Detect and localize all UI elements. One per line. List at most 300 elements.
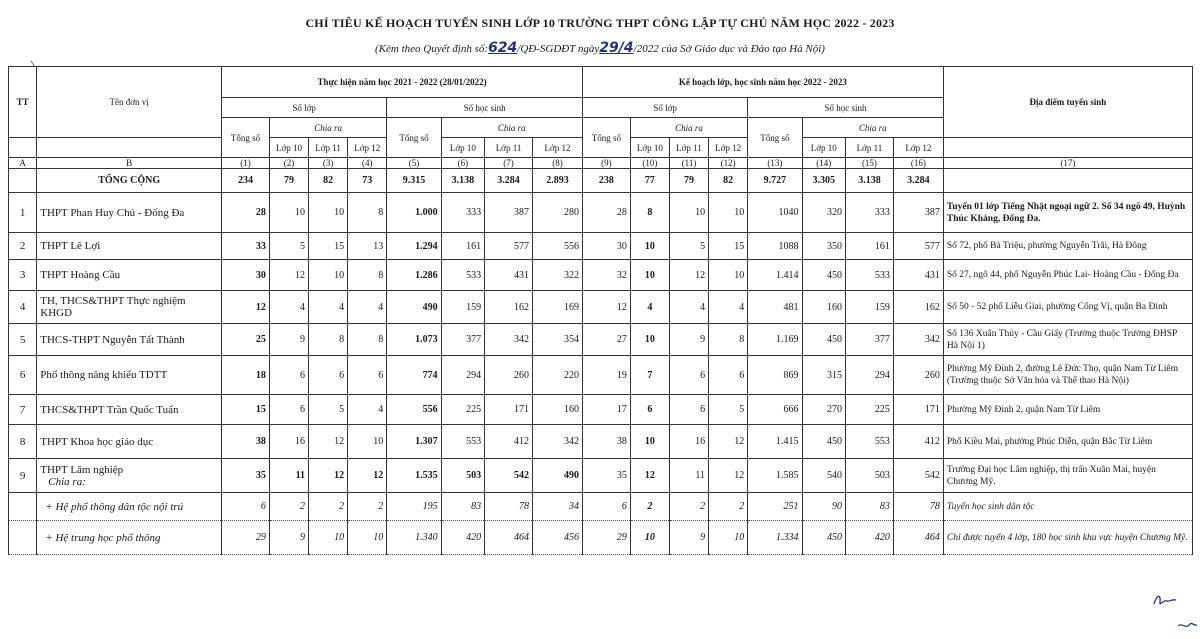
row-value-cell: 503: [846, 459, 894, 493]
sub-row-value-cell: 464: [893, 521, 943, 555]
row-value-cell: 27: [582, 324, 630, 356]
row-value-cell: 577: [893, 233, 943, 260]
total-value-cell: 3.284: [485, 169, 533, 193]
header-grade-12: Lớp 12: [348, 138, 387, 158]
column-index-cell: (8): [532, 158, 582, 169]
row-value-cell: 8: [309, 324, 348, 356]
row-unit-name: [37, 425, 222, 459]
row-value-cell: 387: [485, 193, 533, 233]
sub-row-location: Chỉ được tuyển 4 lớp, 180 học sinh khu vực huyện Chương Mỹ.: [943, 521, 1192, 555]
row-value-cell: 1040: [748, 193, 802, 233]
header-grade-10: Lớp 10: [802, 138, 845, 158]
sub-row-value-cell: 1.334: [748, 521, 802, 555]
table-row: [9, 395, 1193, 425]
row-value-cell: 10: [709, 193, 748, 233]
row-value-cell: 6: [348, 356, 387, 395]
sub-row-value-cell: 2: [630, 493, 669, 521]
row-value-cell: 6: [669, 395, 708, 425]
table-body: [9, 158, 1193, 555]
row-tt: 8: [9, 425, 37, 459]
row-value-cell: 12: [309, 459, 348, 493]
decision-number-handwritten: 624: [488, 40, 518, 56]
header-spacer: [9, 138, 37, 158]
header-grade-11: Lớp 11: [669, 138, 708, 158]
row-unit-name: [37, 356, 222, 395]
sub-row-tt: [9, 493, 37, 521]
row-value-cell: 28: [582, 193, 630, 233]
row-value-cell: 7: [630, 356, 669, 395]
row-value-cell: 12: [582, 291, 630, 324]
admission-table: [8, 66, 1193, 555]
row-value-cell: 533: [846, 260, 894, 291]
unit-name-text: THPT Hoàng Cầu: [40, 269, 121, 281]
sub-row-value-cell: 456: [532, 521, 582, 555]
row-value-cell: 280: [532, 193, 582, 233]
row-location: Trường Đại học Lâm nghiệp, thị trấn Xuân Mai, huyện Chương Mỹ.: [943, 459, 1192, 493]
column-index-cell: (15): [846, 158, 894, 169]
row-value-cell: 12: [348, 459, 387, 493]
row-value-cell: 1.415: [748, 425, 802, 459]
row-value-cell: 10: [630, 324, 669, 356]
sub-row-value-cell: 10: [709, 521, 748, 555]
header-split: Chia ra: [630, 118, 747, 138]
table-row: [9, 425, 1193, 459]
row-value-cell: 542: [485, 459, 533, 493]
row-value-cell: 33: [222, 233, 270, 260]
column-index-cell: (3): [309, 158, 348, 169]
header-split: Chia ra: [802, 118, 943, 138]
row-value-cell: 1.073: [387, 324, 441, 356]
sub-row-value-cell: 6: [582, 493, 630, 521]
row-value-cell: 17: [582, 395, 630, 425]
total-value-cell: 9.315: [387, 169, 441, 193]
row-value-cell: 270: [802, 395, 845, 425]
row-value-cell: 4: [348, 395, 387, 425]
row-value-cell: 412: [485, 425, 533, 459]
row-tt: 4: [9, 291, 37, 324]
row-value-cell: 1.414: [748, 260, 802, 291]
header-location: Địa điểm tuyển sinh: [943, 67, 1192, 138]
column-index-cell: (14): [802, 158, 845, 169]
column-index-cell: (11): [669, 158, 708, 169]
row-value-cell: 6: [669, 356, 708, 395]
row-value-cell: 869: [748, 356, 802, 395]
row-value-cell: 412: [893, 425, 943, 459]
row-value-cell: 11: [269, 459, 308, 493]
row-value-cell: 294: [846, 356, 894, 395]
row-value-cell: 12: [669, 260, 708, 291]
row-unit-name: [37, 459, 222, 493]
row-value-cell: 30: [222, 260, 270, 291]
row-value-cell: 6: [630, 395, 669, 425]
sub-row-value-cell: 420: [441, 521, 484, 555]
table-row: [9, 291, 1193, 324]
row-value-cell: 1.169: [748, 324, 802, 356]
row-value-cell: 6: [269, 356, 308, 395]
unit-name-text: THPT Lê Lợi: [40, 240, 101, 252]
sub-row-value-cell: 29: [222, 521, 270, 555]
sub-row-value-cell: 2: [309, 493, 348, 521]
table-row: [9, 260, 1193, 291]
table-row: [9, 459, 1193, 493]
row-value-cell: 450: [802, 425, 845, 459]
row-value-cell: 553: [846, 425, 894, 459]
header-total: Tổng số: [222, 118, 270, 158]
header-tt: TT: [9, 67, 37, 138]
header-actual-year: Thực hiện năm học 2021 - 2022 (28/01/2022): [222, 67, 583, 98]
sub-row-value-cell: 83: [441, 493, 484, 521]
row-value-cell: 1.585: [748, 459, 802, 493]
row-value-cell: 333: [441, 193, 484, 233]
sub-row-value-cell: 83: [846, 493, 894, 521]
row-value-cell: 15: [709, 233, 748, 260]
sub-row-value-cell: 10: [348, 521, 387, 555]
column-index-cell: A: [9, 158, 37, 169]
row-location: Số 136 Xuân Thủy - Cầu Giấy (Trường thuộc Trường ĐHSP Hà Nội 1): [943, 324, 1192, 356]
header-split: Chia ra: [441, 118, 582, 138]
sub-row-name: + Hệ trung học phổ thông: [37, 521, 222, 555]
row-value-cell: 171: [893, 395, 943, 425]
header-grade-12: Lớp 12: [532, 138, 582, 158]
sub-row-tt: [9, 521, 37, 555]
row-value-cell: 16: [669, 425, 708, 459]
table-row: [9, 193, 1193, 233]
row-value-cell: 10: [348, 425, 387, 459]
row-value-cell: 1088: [748, 233, 802, 260]
row-tt: 5: [9, 324, 37, 356]
row-value-cell: 294: [441, 356, 484, 395]
header-spacer: [943, 138, 1192, 158]
row-value-cell: 30: [582, 233, 630, 260]
header-classes: Số lớp: [222, 98, 387, 118]
row-location: Phường Mỹ Đình 2, quận Nam Từ Liêm: [943, 395, 1192, 425]
sub-row-value-cell: 78: [485, 493, 533, 521]
sub-row-value-cell: 34: [532, 493, 582, 521]
row-value-cell: 577: [485, 233, 533, 260]
row-location: Số 72, phố Bà Triệu, phường Nguyễn Trãi, Hà Đông: [943, 233, 1192, 260]
row-value-cell: 28: [222, 193, 270, 233]
row-tt: 2: [9, 233, 37, 260]
row-value-cell: 16: [269, 425, 308, 459]
row-value-cell: 342: [485, 324, 533, 356]
header-students: Số học sinh: [748, 98, 944, 118]
sub-row-value-cell: 450: [802, 521, 845, 555]
header-grade-12: Lớp 12: [893, 138, 943, 158]
row-value-cell: 556: [387, 395, 441, 425]
total-value-cell: 3.284: [893, 169, 943, 193]
row-value-cell: 25: [222, 324, 270, 356]
row-value-cell: 225: [846, 395, 894, 425]
column-index-cell: (5): [387, 158, 441, 169]
row-value-cell: 12: [709, 425, 748, 459]
sub-row-value-cell: 464: [485, 521, 533, 555]
row-value-cell: 9: [269, 324, 308, 356]
sub-row-value-cell: 251: [748, 493, 802, 521]
sub-row-value-cell: 29: [582, 521, 630, 555]
row-value-cell: 1.307: [387, 425, 441, 459]
row-value-cell: 431: [893, 260, 943, 291]
subtitle-prefix: (Kèm theo Quyết định số:: [375, 43, 489, 55]
row-value-cell: 12: [630, 459, 669, 493]
header-grade-10: Lớp 10: [269, 138, 308, 158]
column-index-cell: (7): [485, 158, 533, 169]
sub-row-value-cell: 10: [309, 521, 348, 555]
sub-row-value-cell: 2: [348, 493, 387, 521]
row-location: Phường Mỹ Đình 2, đường Lê Đức Thọ, quận Nam Từ Liêm (Trường thuộc Sở Văn hóa và Thể thao Hà Nội): [943, 356, 1192, 395]
column-index-cell: (17): [943, 158, 1192, 169]
row-value-cell: 10: [630, 260, 669, 291]
row-value-cell: 1.294: [387, 233, 441, 260]
total-value-cell: 77: [630, 169, 669, 193]
row-value-cell: 431: [485, 260, 533, 291]
row-value-cell: 481: [748, 291, 802, 324]
header-grade-11: Lớp 11: [485, 138, 533, 158]
unit-name-text: THCS&THPT Trần Quốc Tuấn: [40, 403, 179, 416]
sub-row: [9, 521, 1193, 555]
row-value-cell: 540: [802, 459, 845, 493]
sub-row-value-cell: 420: [846, 521, 894, 555]
row-value-cell: 4: [630, 291, 669, 324]
row-value-cell: 10: [630, 425, 669, 459]
row-unit-name: [37, 324, 222, 356]
row-value-cell: 4: [669, 291, 708, 324]
sub-row-value-cell: 2: [269, 493, 308, 521]
header-total: Tổng số: [748, 118, 802, 158]
column-index-cell: (12): [709, 158, 748, 169]
row-unit-name: [37, 233, 222, 260]
header-total: Tổng số: [387, 118, 441, 158]
row-value-cell: 10: [669, 193, 708, 233]
row-value-cell: 38: [222, 425, 270, 459]
row-value-cell: 342: [532, 425, 582, 459]
unit-name-text: THPT Khoa học giáo dục: [40, 435, 154, 448]
row-value-cell: 1.535: [387, 459, 441, 493]
total-value-cell: 234: [222, 169, 270, 193]
sub-row-location: Tuyển học sinh dân tộc: [943, 493, 1192, 521]
row-value-cell: 342: [893, 324, 943, 356]
row-value-cell: 1.000: [387, 193, 441, 233]
row-tt: 7: [9, 395, 37, 425]
row-value-cell: 8: [348, 324, 387, 356]
row-value-cell: 490: [387, 291, 441, 324]
header-grade-10: Lớp 10: [441, 138, 484, 158]
row-value-cell: 12: [309, 425, 348, 459]
column-index-cell: (2): [269, 158, 308, 169]
row-value-cell: 9: [669, 324, 708, 356]
unit-name-note: Chia ra:: [48, 475, 86, 488]
total-value-cell: 82: [309, 169, 348, 193]
row-value-cell: 533: [441, 260, 484, 291]
row-value-cell: 350: [802, 233, 845, 260]
row-value-cell: 8: [630, 193, 669, 233]
row-value-cell: 4: [709, 291, 748, 324]
row-value-cell: 260: [893, 356, 943, 395]
decision-date-handwritten: 29/4: [599, 40, 634, 56]
row-value-cell: 38: [582, 425, 630, 459]
header-grade-11: Lớp 11: [309, 138, 348, 158]
row-value-cell: 161: [441, 233, 484, 260]
table-row: [9, 356, 1193, 395]
row-value-cell: 15: [222, 395, 270, 425]
row-value-cell: 162: [485, 291, 533, 324]
row-value-cell: 260: [485, 356, 533, 395]
subtitle-mid: /QĐ-SGDĐT ngày: [517, 43, 600, 55]
header-total: Tổng số: [582, 118, 630, 158]
document-title: CHỈ TIÊU KẾ HOẠCH TUYỂN SINH LỚP 10 TRƯỜNG THPT CÔNG LẬP TỰ CHỦ NĂM HỌC 2022 - 2023: [305, 16, 895, 30]
column-index-cell: (13): [748, 158, 802, 169]
row-value-cell: 5: [709, 395, 748, 425]
row-value-cell: 12: [709, 459, 748, 493]
total-tt-cell: [9, 169, 37, 193]
column-index-cell: (9): [582, 158, 630, 169]
row-value-cell: 387: [893, 193, 943, 233]
row-value-cell: 8: [348, 260, 387, 291]
row-value-cell: 1.286: [387, 260, 441, 291]
row-location: Tuyển 01 lớp Tiếng Nhật ngoại ngữ 2. Số 34 ngõ 49, Huỳnh Thúc Kháng, Đống Đa.: [943, 193, 1192, 233]
row-location: Phố Kiều Mai, phường Phúc Diễn, quận Bắc Từ Liêm: [943, 425, 1192, 459]
row-value-cell: 4: [309, 291, 348, 324]
total-value-cell: 3.138: [441, 169, 484, 193]
total-value-cell: 9.727: [748, 169, 802, 193]
sub-row-name: + Hệ phổ thông dân tộc nội trú: [37, 493, 222, 521]
sub-row-value-cell: 10: [630, 521, 669, 555]
row-value-cell: 6: [309, 356, 348, 395]
row-value-cell: 322: [532, 260, 582, 291]
row-value-cell: 542: [893, 459, 943, 493]
signature-icon: [1152, 590, 1178, 610]
row-value-cell: 377: [441, 324, 484, 356]
initial-mark-icon: [1176, 618, 1198, 632]
column-index-cell: (4): [348, 158, 387, 169]
row-value-cell: 5: [269, 233, 308, 260]
row-value-cell: 774: [387, 356, 441, 395]
column-index-cell: (10): [630, 158, 669, 169]
total-value-cell: 79: [669, 169, 708, 193]
total-value-cell: 73: [348, 169, 387, 193]
row-tt: 6: [9, 356, 37, 395]
sub-row-value-cell: 1.340: [387, 521, 441, 555]
unit-name-text: TH, THCS&THPT Thực nghiệm KHGD: [40, 295, 186, 319]
row-tt: 1: [9, 193, 37, 233]
header-spacer: [37, 138, 222, 158]
row-value-cell: 225: [441, 395, 484, 425]
row-value-cell: 162: [893, 291, 943, 324]
document-subtitle: [0, 40, 1200, 56]
unit-name-text: THPT Lâm nghiệp: [40, 463, 124, 476]
unit-name-text: Phổ thông năng khiếu TDTT: [40, 369, 168, 381]
row-value-cell: 160: [802, 291, 845, 324]
row-value-cell: 553: [441, 425, 484, 459]
column-index-cell: B: [37, 158, 222, 169]
sub-row-value-cell: 2: [669, 493, 708, 521]
row-value-cell: 15: [309, 233, 348, 260]
sub-row-value-cell: 78: [893, 493, 943, 521]
row-value-cell: 450: [802, 324, 845, 356]
row-value-cell: 159: [846, 291, 894, 324]
row-value-cell: 10: [709, 260, 748, 291]
row-unit-name: [37, 395, 222, 425]
row-value-cell: 5: [309, 395, 348, 425]
column-index-cell: (16): [893, 158, 943, 169]
row-location: Số 27, ngõ 44, phố Nguyễn Phúc Lai- Hoàng Cầu - Đống Đa: [943, 260, 1192, 291]
row-value-cell: 556: [532, 233, 582, 260]
sub-row-value-cell: 9: [269, 521, 308, 555]
row-unit-name: [37, 260, 222, 291]
unit-name-text: THPT Phan Huy Chú - Đống Đa: [40, 206, 185, 219]
total-value-cell: 2.893: [532, 169, 582, 193]
row-value-cell: 450: [802, 260, 845, 291]
row-value-cell: 220: [532, 356, 582, 395]
row-value-cell: 6: [709, 356, 748, 395]
total-label: TỔNG CỘNG: [37, 169, 222, 193]
header-grade-10: Lớp 10: [630, 138, 669, 158]
header-grade-11: Lớp 11: [846, 138, 894, 158]
row-unit-name: [37, 193, 222, 233]
header-classes: Số lớp: [582, 98, 747, 118]
row-value-cell: 354: [532, 324, 582, 356]
sub-row-value-cell: 195: [387, 493, 441, 521]
row-value-cell: 18: [222, 356, 270, 395]
row-value-cell: 11: [669, 459, 708, 493]
column-index-cell: (1): [222, 158, 270, 169]
row-value-cell: 333: [846, 193, 894, 233]
header-students: Số học sinh: [387, 98, 583, 118]
sub-row-value-cell: 90: [802, 493, 845, 521]
row-value-cell: 35: [582, 459, 630, 493]
row-location: Số 50 - 52 phố Liễu Giai, phường Cống Vị, quận Ba Đình: [943, 291, 1192, 324]
row-value-cell: 666: [748, 395, 802, 425]
row-tt: 3: [9, 260, 37, 291]
row-value-cell: 10: [309, 193, 348, 233]
column-index-row: [9, 158, 1193, 169]
row-value-cell: 503: [441, 459, 484, 493]
unit-name-text: THCS-THPT Nguyễn Tất Thành: [40, 333, 185, 346]
row-value-cell: 12: [269, 260, 308, 291]
row-value-cell: 377: [846, 324, 894, 356]
row-value-cell: 10: [309, 260, 348, 291]
row-value-cell: 5: [669, 233, 708, 260]
row-unit-name: [37, 291, 222, 324]
row-value-cell: 12: [222, 291, 270, 324]
sub-row-value-cell: 6: [222, 493, 270, 521]
column-index-cell: (6): [441, 158, 484, 169]
total-value-cell: 82: [709, 169, 748, 193]
total-value-cell: 238: [582, 169, 630, 193]
row-value-cell: 161: [846, 233, 894, 260]
row-value-cell: 320: [802, 193, 845, 233]
row-value-cell: 171: [485, 395, 533, 425]
row-value-cell: 10: [630, 233, 669, 260]
row-value-cell: 4: [269, 291, 308, 324]
sub-row-value-cell: 2: [709, 493, 748, 521]
header-split: Chia ra: [269, 118, 386, 138]
header-unit: Tên đơn vị: [37, 67, 222, 138]
table-row: [9, 233, 1193, 260]
row-value-cell: 160: [532, 395, 582, 425]
row-value-cell: 490: [532, 459, 582, 493]
row-value-cell: 32: [582, 260, 630, 291]
row-value-cell: 35: [222, 459, 270, 493]
sub-row-value-cell: 9: [669, 521, 708, 555]
row-value-cell: 19: [582, 356, 630, 395]
row-value-cell: 8: [709, 324, 748, 356]
total-location-cell: [943, 169, 1192, 193]
row-value-cell: 169: [532, 291, 582, 324]
header-grade-12: Lớp 12: [709, 138, 748, 158]
sub-row: [9, 493, 1193, 521]
row-value-cell: 10: [269, 193, 308, 233]
total-value-cell: 3.138: [846, 169, 894, 193]
